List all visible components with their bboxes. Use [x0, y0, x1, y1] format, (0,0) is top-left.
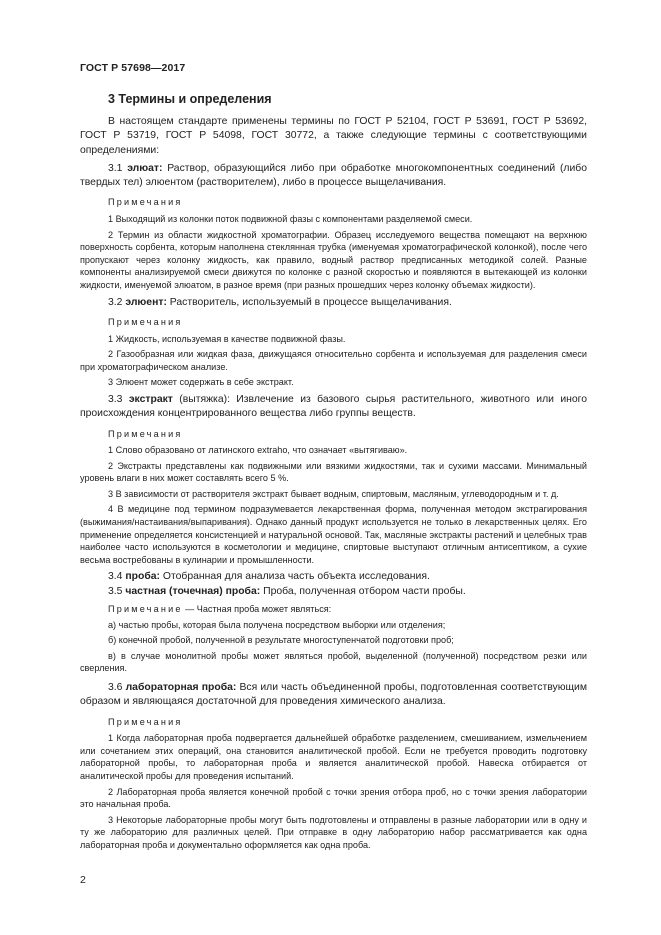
note-3-6-2: 2 Лабораторная проба является конечной пробой с точки зрения отбора проб, но с точки зрения лаборатории это начальная проба. [80, 786, 587, 810]
term-name: элюат: [127, 162, 163, 174]
note-3-2-1: 1 Жидкость, используемая в качестве подвижной фазы. [108, 333, 346, 344]
term-definition: Проба, полученная отбором части пробы. [260, 585, 466, 597]
term-name: проба: [125, 571, 160, 583]
term-definition: Растворитель, используемый в процессе выщелачивания. [166, 296, 452, 308]
term-number: 3.6 [108, 682, 123, 693]
note-3-5 [80, 603, 587, 616]
note-3-5-item-b: б) конечной пробой, полученной в результате многоступенчатой подготовки проб; [108, 635, 454, 646]
notes-heading: Примечания [108, 716, 183, 727]
note-3-1-2: 2 Термин из области жидкостной хроматографии. Образец исследуемого вещества помещают на верхнюю поверхность сорбента, которым наполнена стеклянная трубка (именуемая хроматографической колонкой), после чего пропускают через колонку жидкость, как правило, водный раствор предписанных методикой солей. Разные компоненты анализируемой смеси движутся по колонке с разной скоростью и появляются в вытекающей из колонки жидкости, именуемой элюатом, в разное время (при разных прошедших через колонку объемах жидкости). [80, 229, 587, 291]
term-name: лабораторная проба: [125, 682, 237, 693]
term-number: 3.4 [108, 571, 123, 583]
note-3-6-1: 1 Когда лабораторная проба подвергается дальнейшей обработке разделением, смешиванием, измельчением или сочетанием этих операций, она становится аналитической пробой. Если не требуется проводить подготовку лабораторной пробы, то лабораторная проба и является аналитической пробой. Навеска отбирается от аналитической пробы для проведения испытаний. [80, 733, 587, 781]
notes-heading: Примечания [108, 316, 183, 327]
notes-heading: Примечания [108, 197, 183, 208]
note-3-5-item-a: а) частью пробы, которая была получена посредством выборки или отделения; [108, 619, 446, 630]
term-name: экстракт [128, 393, 173, 405]
term-number: 3.1 [108, 162, 123, 174]
note-text: — Частная проба может являться: [182, 604, 332, 615]
term-name: элюент: [125, 296, 167, 308]
term-3-4 [80, 570, 587, 584]
term-3-2 [80, 296, 587, 310]
section-title: 3 Термины и определения [108, 92, 272, 106]
page-content [80, 92, 587, 852]
note-3-2-2: 2 Газообразная или жидкая фаза, движущаяся относительно сорбента и используемая для разделения смеси при хроматографическом анализе. [80, 349, 587, 372]
term-definition: Отобранная для анализа часть объекта исследования. [159, 571, 430, 583]
term-number: 3.5 [108, 585, 123, 597]
note-3-5-item-c: в) в случае монолитной пробы может являться пробой, выделенной (полученной) посредством резки или сверления. [80, 650, 587, 674]
note-3-3-2: 2 Экстракты представлены как подвижными или вязкими жидкостями, так и сухими массами. Минимальный уровень влаги в них может составлять всего 5 %. [80, 460, 587, 484]
term-name: частная (точечная) проба: [125, 585, 261, 597]
note-3-1-1: 1 Выходящий из колонки поток подвижной фазы с компонентами разделяемой смеси. [108, 214, 473, 225]
term-number: 3.3 [108, 393, 123, 405]
term-3-3 [80, 393, 587, 422]
note-3-3-3: 3 В зависимости от растворителя экстракт бывает водным, спиртовым, масляным, углеводородным и т. д. [108, 488, 559, 499]
note-3-3-4: 4 В медицине под термином подразумевается лекарственная форма, полученная методом экстрагирования (выжимания/настаивания/выпаривания). Однако данный продукт используется не только в лекарственных целях. Его применение определяется консистенцией и натуральной основой. Так, масляные экстракты растений и целебных трав наиболее часто используются в косметологии и медицине, спиртовые выступают отличным антисептиком, а сухие весьма востребованы в кулинарии и промышленности. [80, 504, 587, 565]
note-3-3-1: 1 Слово образовано от латинского extraho, что означает «вытягиваю». [108, 445, 408, 456]
note-3-2-3: 3 Элюент может содержать в себе экстракт. [108, 377, 294, 388]
term-definition: (вытяжка): Извлечение из базового сырья растительного, животного или иного происхождения концентрированного вещества либо группы веществ. [80, 393, 587, 420]
term-3-5 [80, 585, 587, 599]
page-number: 2 [80, 874, 86, 886]
intro-paragraph: В настоящем стандарте применены термины по ГОСТ Р 52104, ГОСТ Р 53691, ГОСТ Р 53692, ГОСТ Р 53719, ГОСТ Р 54098, ГОСТ 30772, а также следующие термины с соответствующими определениями: [80, 116, 587, 156]
document-header: ГОСТ Р 57698—2017 [80, 62, 186, 74]
term-definition: Раствор, образующийся либо при обработке многокомпонентных соединений (либо твердых тел) элюентом (растворителем), либо в процессе выщелачивания. [80, 162, 587, 189]
note-3-6-3: 3 Некоторые лабораторные пробы могут быть подготовлены и отправлены в разные лаборатории или в одну и ту же лабораторию для различных целей. При отправке в одну лабораторию набор рассматривается как одна лабораторная проба и документально оформляется как одна проба. [80, 814, 587, 850]
note-label: Примечание [108, 604, 183, 615]
term-3-1 [80, 162, 587, 191]
term-number: 3.2 [108, 296, 123, 308]
term-definition: Вся или часть объединенной пробы, подготовленная соответствующим образом и являющаяся достаточной для проведения химического анализа. [80, 682, 587, 708]
term-3-6 [80, 681, 587, 710]
notes-heading: Примечания [108, 428, 183, 439]
